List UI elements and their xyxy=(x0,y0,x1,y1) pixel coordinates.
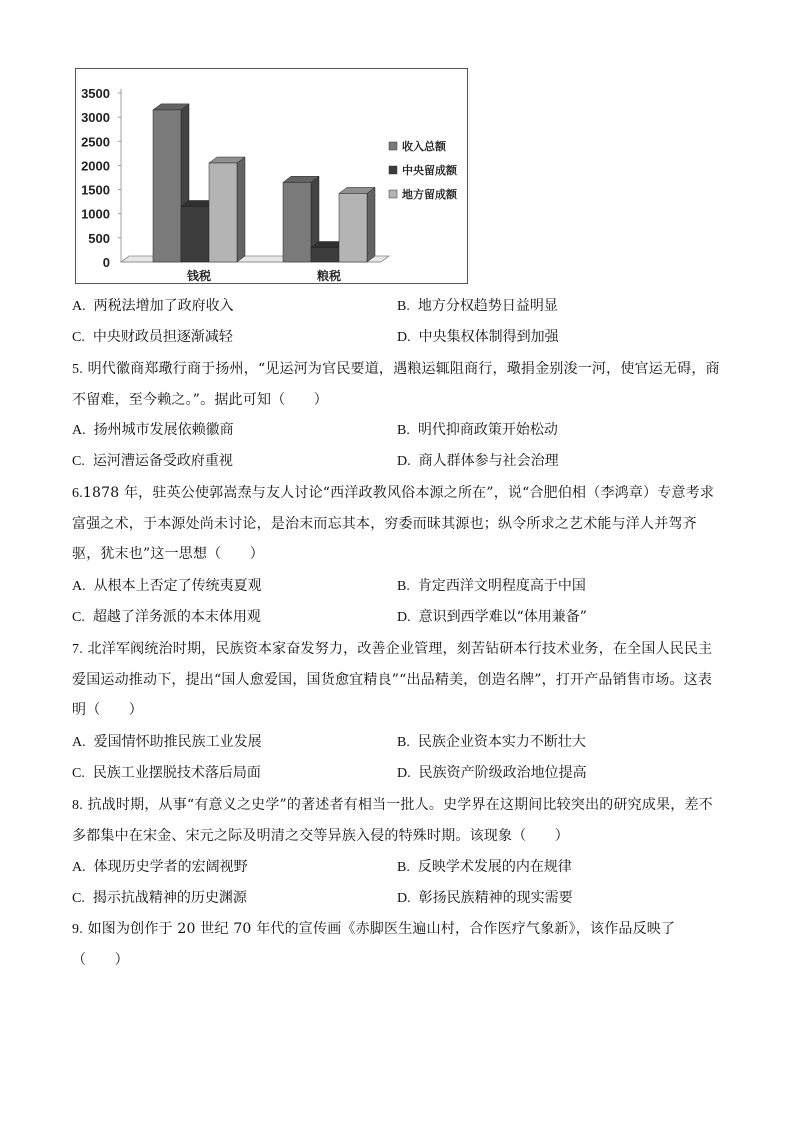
legend-swatch xyxy=(389,142,397,150)
y-tick-label: 0 xyxy=(102,255,110,270)
q4-option-b[interactable]: B. 地方分权趋势日益明显 xyxy=(397,298,558,314)
q6-option-c[interactable]: C. 超越了洋务派的本末体用观 xyxy=(72,609,261,625)
q8-options-row-2 xyxy=(72,885,724,911)
legend-label: 地方留成额 xyxy=(402,188,457,201)
q5-stem: 5. 明代徽商郑璥行商于扬州，“见运河为官民要道，遇粮运辄阻商行，璥捐金别浚一河，使官运无碍，商不留难，至今赖之。”。据此可知（ ） xyxy=(72,361,720,408)
y-tick-label: 3000 xyxy=(81,110,110,126)
q7-option-c[interactable]: C. 民族工业摆脱技术落后局面 xyxy=(72,765,261,781)
y-tick-label: 500 xyxy=(88,230,110,246)
chart-canvas xyxy=(76,69,469,285)
q6-option-d[interactable]: D. 意识到西学难以“体用兼备” xyxy=(397,609,587,625)
q8-stem: 8. 抗战时期，从事“有意义之史学”的著述者有相当一批人。史学界在这期间比较突出的研究成果，差不多都集中在宋金、宋元之际及明清之交等异族入侵的特殊时期。该现象（ ） xyxy=(72,797,713,844)
q4-option-a[interactable]: A. 两税法增加了政府收入 xyxy=(72,298,234,314)
q7-option-b[interactable]: B. 民族企业资本实力不断壮大 xyxy=(397,734,586,750)
q7-option-d[interactable]: D. 民族资产阶级政治地位提高 xyxy=(397,765,587,781)
q6-options-row-1 xyxy=(72,573,724,599)
q8-option-b[interactable]: B. 反映学术发展的内在规律 xyxy=(397,859,572,875)
q8-option-c[interactable]: C. 揭示抗战精神的历史渊源 xyxy=(72,890,247,906)
legend-label: 收入总额 xyxy=(402,140,446,153)
q8-options-row-1 xyxy=(72,854,724,880)
q7-options-row-2 xyxy=(72,760,724,786)
q5-option-a[interactable]: A. 扬州城市发展依赖徽商 xyxy=(72,422,234,438)
q7-options-row-1 xyxy=(72,729,724,755)
q5-options-row-1 xyxy=(72,417,724,443)
y-tick-label: 3500 xyxy=(81,86,110,101)
q8-option-a[interactable]: A. 体现历史学者的宏阔视野 xyxy=(72,859,248,875)
y-tick-label: 1000 xyxy=(81,206,110,222)
legend-swatch xyxy=(389,166,397,174)
q4-option-d[interactable]: D. 中央集权体制得到加强 xyxy=(397,329,559,345)
x-category-label: 钱税 xyxy=(186,269,212,283)
bar-side xyxy=(237,157,245,262)
y-tick-label: 2500 xyxy=(81,134,110,150)
q6-stem: 6.1878 年，驻英公使郭嵩焘与友人讨论“西洋政教风俗本源之所在”，说“合肥伯相（李鸿章）专意考求富强之术，于本源处尚未讨论，是治末而忘其本，穷委而昧其源也；纵令所求之艺术能与洋人并驾齐驱，犹末也”这一思想（ ） xyxy=(72,485,715,562)
bar xyxy=(209,163,237,262)
q9-stem: 9. 如图为创作于 20 世纪 70 年代的宣传画《赤脚医生遍山村，合作医疗气象新》，该作品反映了（ ） xyxy=(72,921,676,968)
bar-side xyxy=(367,187,375,262)
q4-options-row-2 xyxy=(72,324,724,350)
bar xyxy=(153,110,181,262)
bar xyxy=(311,248,339,262)
q7-stem: 7. 北洋军阀统治时期，民族资本家奋发努力，改善企业管理，刻苦钻研本行技术业务，在全国人民民主爱国运动推动下，提出“国人愈爱国，国货愈宜精良”“出品精美，创造名牌”，打开产品销售市场。这表明（ ） xyxy=(72,641,713,718)
tax-bar-chart xyxy=(75,68,468,284)
legend-label: 中央留成额 xyxy=(402,164,457,177)
y-tick-label: 2000 xyxy=(81,158,110,174)
q5-option-c[interactable]: C. 运河漕运备受政府重视 xyxy=(72,453,233,469)
q5-option-d[interactable]: D. 商人群体参与社会治理 xyxy=(397,453,559,469)
bar xyxy=(181,206,209,262)
q8-option-d[interactable]: D. 彰扬民族精神的现实需要 xyxy=(397,890,573,906)
q6-options-row-2 xyxy=(72,604,724,630)
q4-options-row-1 xyxy=(72,293,724,319)
bar xyxy=(283,182,311,262)
q5-option-b[interactable]: B. 明代抑商政策开始松动 xyxy=(397,422,558,438)
legend-swatch xyxy=(389,190,397,198)
q4-option-c[interactable]: C. 中央财政员担逐渐减轻 xyxy=(72,329,233,345)
q5-options-row-2 xyxy=(72,448,724,474)
bar xyxy=(339,193,367,262)
q6-option-a[interactable]: A. 从根本上否定了传统夷夏观 xyxy=(72,578,262,594)
q6-option-b[interactable]: B. 肯定西洋文明程度高于中国 xyxy=(397,578,586,594)
y-tick-label: 1500 xyxy=(81,182,110,198)
q7-option-a[interactable]: A. 爱国情怀助推民族工业发展 xyxy=(72,734,262,750)
x-category-label: 粮税 xyxy=(316,269,342,283)
